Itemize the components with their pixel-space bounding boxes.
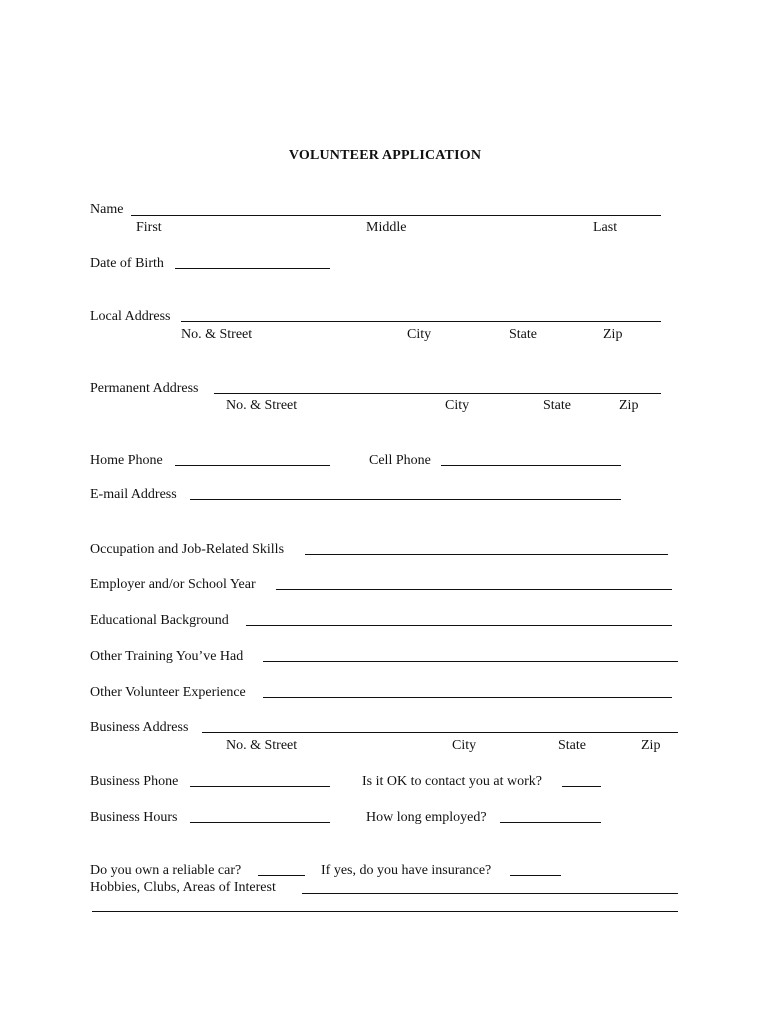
permanent-city-caption: City [445, 398, 470, 413]
business-city-caption: City [452, 738, 477, 753]
employer-field[interactable] [276, 589, 672, 590]
insurance-field[interactable] [510, 875, 561, 876]
name-last-caption: Last [593, 220, 618, 235]
hobbies-field[interactable] [302, 893, 678, 894]
local-address-field[interactable] [181, 321, 661, 322]
training-label: Other Training You’ve Had [90, 649, 244, 664]
reliable-car-field[interactable] [258, 875, 305, 876]
local-state-caption: State [509, 327, 537, 342]
occupation-label: Occupation and Job-Related Skills [90, 542, 285, 557]
email-label: E-mail Address [90, 487, 177, 502]
business-address-field[interactable] [202, 732, 678, 733]
training-field[interactable] [263, 661, 678, 662]
business-zip-caption: Zip [641, 738, 661, 753]
form-title: VOLUNTEER APPLICATION [288, 148, 482, 163]
insurance-label: If yes, do you have insurance? [321, 863, 492, 878]
dob-field[interactable] [175, 268, 330, 269]
home-phone-label: Home Phone [90, 453, 163, 468]
contact-at-work-field[interactable] [562, 786, 601, 787]
reliable-car-label: Do you own a reliable car? [90, 863, 242, 878]
email-field[interactable] [190, 499, 621, 500]
education-field[interactable] [246, 625, 672, 626]
occupation-field[interactable] [305, 554, 668, 555]
cell-phone-field[interactable] [441, 465, 621, 466]
volunteer-experience-label: Other Volunteer Experience [90, 685, 246, 700]
how-long-employed-label: How long employed? [366, 810, 487, 825]
business-hours-field[interactable] [190, 822, 330, 823]
employer-label: Employer and/or School Year [90, 577, 256, 592]
permanent-zip-caption: Zip [619, 398, 639, 413]
home-phone-field[interactable] [175, 465, 330, 466]
name-field[interactable] [131, 215, 661, 216]
volunteer-experience-field[interactable] [263, 697, 672, 698]
how-long-employed-field[interactable] [500, 822, 601, 823]
name-first-caption: First [136, 220, 162, 235]
business-hours-label: Business Hours [90, 810, 178, 825]
permanent-address-field[interactable] [214, 393, 661, 394]
permanent-address-label: Permanent Address [90, 381, 199, 396]
name-label: Name [90, 202, 124, 217]
hobbies-label: Hobbies, Clubs, Areas of Interest [90, 880, 276, 895]
dob-label: Date of Birth [90, 256, 164, 271]
local-city-caption: City [407, 327, 432, 342]
business-phone-label: Business Phone [90, 774, 179, 789]
education-label: Educational Background [90, 613, 229, 628]
hobbies-field-line-2[interactable] [92, 911, 678, 912]
local-address-label: Local Address [90, 309, 171, 324]
permanent-street-caption: No. & Street [226, 398, 298, 413]
business-street-caption: No. & Street [226, 738, 298, 753]
contact-at-work-label: Is it OK to contact you at work? [362, 774, 543, 789]
business-address-label: Business Address [90, 720, 189, 735]
local-zip-caption: Zip [603, 327, 623, 342]
local-street-caption: No. & Street [181, 327, 253, 342]
cell-phone-label: Cell Phone [369, 453, 431, 468]
permanent-state-caption: State [543, 398, 571, 413]
business-state-caption: State [558, 738, 586, 753]
business-phone-field[interactable] [190, 786, 330, 787]
name-middle-caption: Middle [366, 220, 407, 235]
